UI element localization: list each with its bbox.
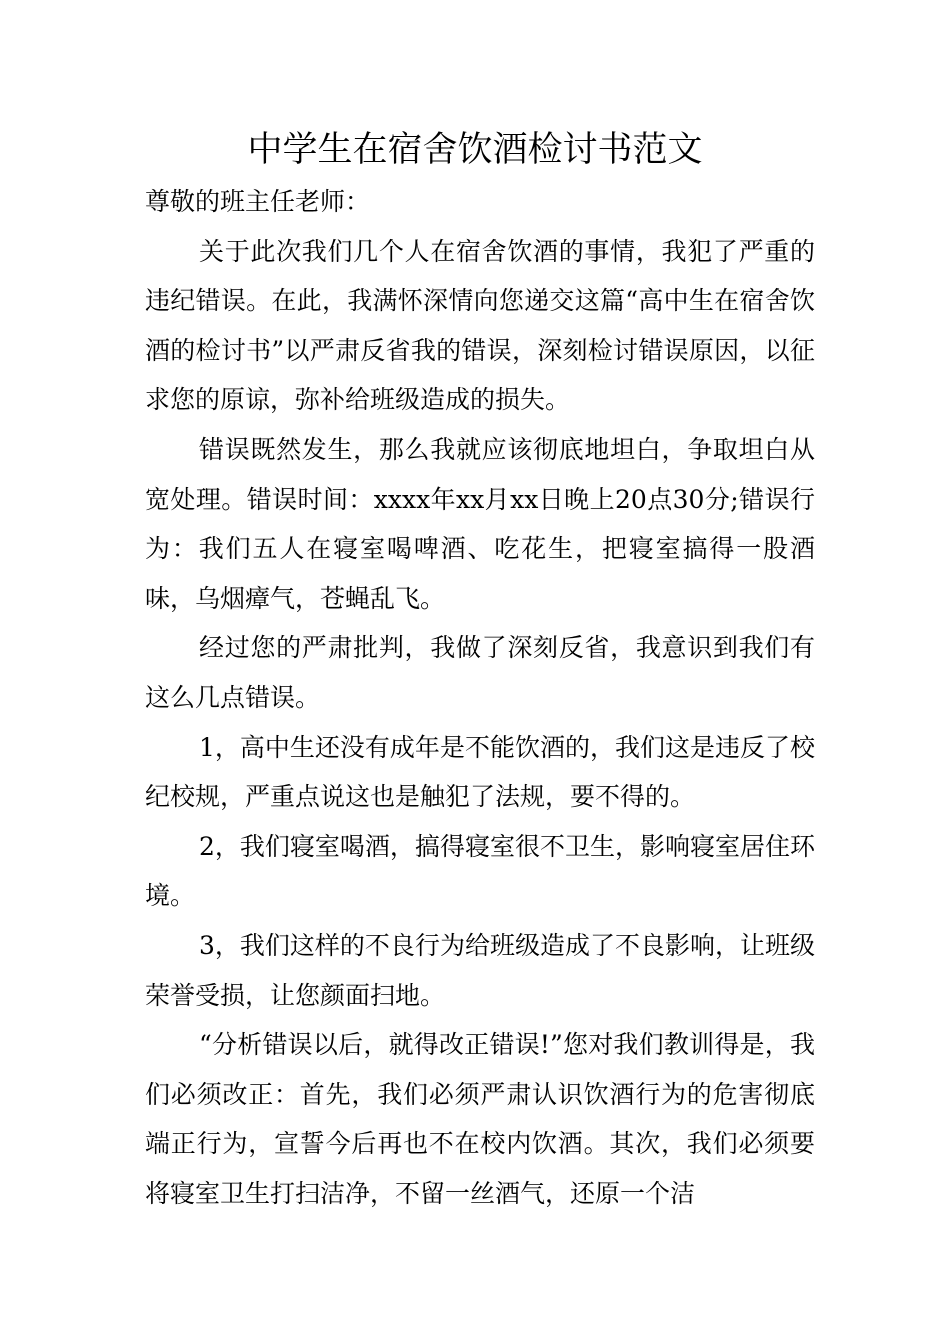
paragraph-confession: 错误既然发生，那么我就应该彻底地坦白，争取坦白从宽处理。错误时间：xxxx年xx月xx日晚上20点30分;错误行为：我们五人在寝室喝啤酒、吃花生，把寝室搞得一股酒味，乌烟瘴气，苍蝇乱飞。 <box>145 434 815 613</box>
paragraph-correction: “分析错误以后，就得改正错误!”您对我们教训得是，我们必须改正：首先，我们必须严肃认识饮酒行为的危害彻底端正行为，宣誓今后再也不在校内饮酒。其次，我们必须要将寝室卫生打扫洁净，不留一丝酒气，还原一个洁 <box>145 1030 815 1208</box>
paragraph-point-3: 3，我们这样的不良行为给班级造成了不良影响，让班级荣誉受损，让您颜面扫地。 <box>145 930 815 1010</box>
paragraph-reflection: 经过您的严肃批判，我做了深刻反省，我意识到我们有这么几点错误。 <box>145 633 815 712</box>
paragraph-intro: 关于此次我们几个人在宿舍饮酒的事情，我犯了严重的违纪错误。在此，我满怀深情向您递交这篇“高中生在宿舍饮酒的检讨书”以严肃反省我的错误，深刻检讨错误原因，以征求您的原谅，弥补给班级造成的损失。 <box>145 236 815 415</box>
document-title: 中学生在宿舍饮酒检讨书范文 <box>247 130 703 170</box>
document-body <box>145 177 815 1218</box>
paragraph-point-2: 2，我们寝室喝酒，搞得寝室很不卫生，影响寝室居住环境。 <box>145 831 815 911</box>
paragraph-point-1: 1，高中生还没有成年是不能饮酒的，我们这是违反了校纪校规，严重点说这也是触犯了法规，要不得的。 <box>145 732 815 812</box>
salutation: 尊敬的班主任老师： <box>145 187 371 216</box>
